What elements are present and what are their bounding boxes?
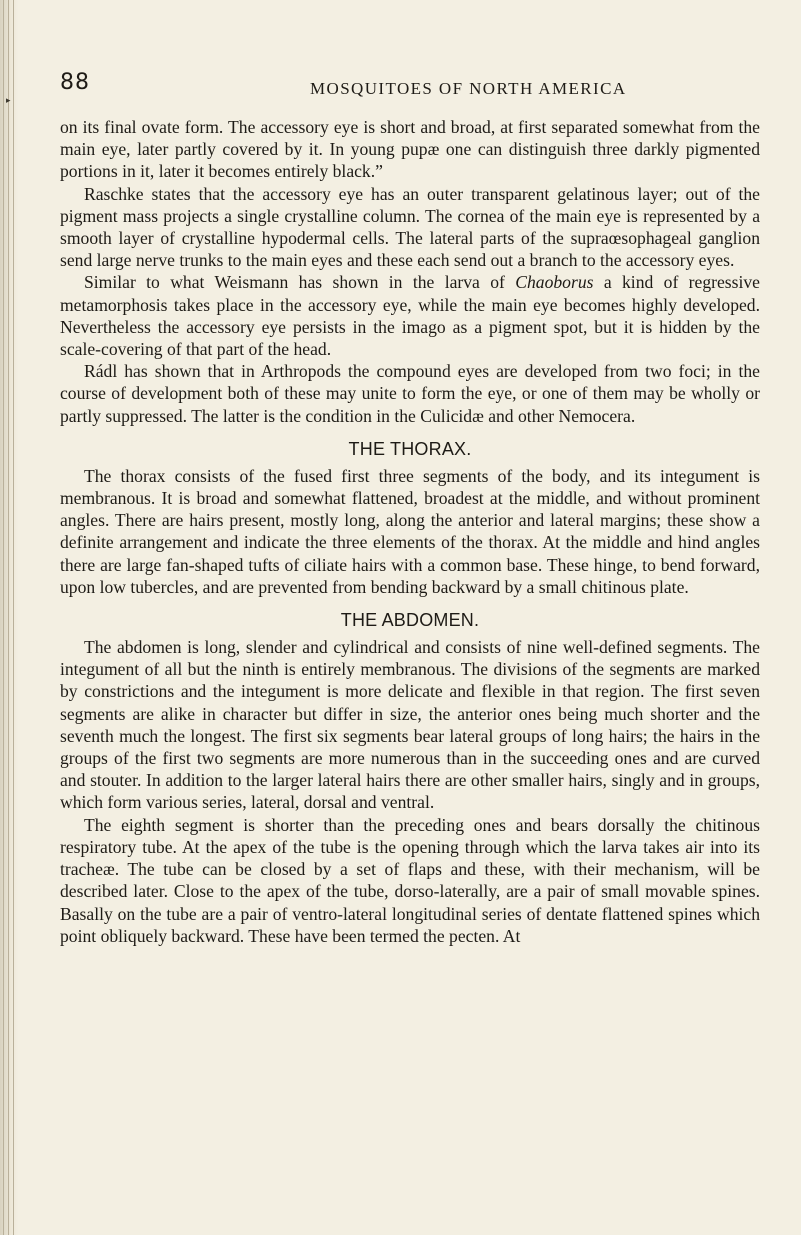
gutter-rule	[13, 0, 14, 1235]
section-heading-thorax: THE THORAX.	[348, 438, 472, 459]
running-title: MOSQUITOES OF NORTH AMERICA	[310, 79, 627, 98]
paragraph-weismann-end: a kind of regressive metamorphosis takes place in the accessory eye, while the main eye becomes highly developed. Nevertheless the accessory eye persists in the imago as a pigment spot, but it is hidden by the scale-covering of that part of the head.	[60, 272, 760, 360]
gutter-rule	[8, 0, 9, 1235]
paragraph-raschke: Raschke states that the accessory eye has an outer transparent gelatinous layer; out of the pigment mass projects a single crystalline column. The cornea of the main eye is represented by a smooth layer of crystalline hypodermal cells. The lateral parts of the supraœsophageal ganglion send large nerve trunks to the main eyes and these each send out a branch to the accessory eyes.	[60, 183, 760, 271]
paragraph-eye-form: on its final ovate form. The accessory eye is short and broad, at first separated somewhat from the main eye, later partly covered by it. In young pupæ one can distinguish three darkly pigmented portions in it, later it becomes entirely black.”	[60, 117, 760, 182]
gutter-rule	[3, 0, 4, 1235]
paragraph-weismann	[60, 271, 760, 360]
section-heading-abdomen: THE ABDOMEN.	[340, 610, 480, 631]
paragraph-weismann-start: Similar to what Weismann has shown in the larva of	[84, 272, 516, 293]
paragraph-radl: Rádl has shown that in Arthropods the compound eyes are developed from two foci; in the course of development both of these may unite to form the eye, or one of them may be wholly or partly suppressed. The latter is the condition in the Culicidæ and other Nemocera.	[60, 361, 760, 426]
paragraph-abdomen: The abdomen is long, slender and cylindrical and consists of nine well-defined segments. The integument of all but the ninth is entirely membranous. The divisions of the segments are marked by constrictions and the integument is more delicate and flexible in that region. The first seven segments are alike in character but differ in size, the anterior ones being much shorter and the seventh much the longest. The first six segments bear lateral groups of long hairs; the hairs in the groups of the first two segments are more numerous than in the succeeding ones and are curved and stouter. In addition to the larger lateral hairs there are other smaller hairs, singly and in groups, which form various series, lateral, dorsal and ventral.	[60, 637, 760, 813]
book-page	[60, 70, 760, 947]
page-number: 88	[60, 70, 90, 95]
running-head	[60, 70, 760, 104]
gutter-arrow-icon: ▸	[6, 96, 11, 106]
paragraph-eighth-segment: The eighth segment is shorter than the preceding ones and bears dorsally the chitinous respiratory tube. At the apex of the tube is the opening through which the larva takes air into its tracheæ. The tube can be closed by a set of flaps and these, with their mechanism, will be described later. Close to the apex of the tube, dorso-laterally, are a pair of small movable spines. Basally on the tube are a pair of ventro-lateral longitudinal series of dentate flattened spines which point obliquely backward. These have been termed the pecten. At	[60, 814, 760, 946]
paragraph-thorax: The thorax consists of the fused first three segments of the body, and its integument is membranous. It is broad and somewhat flattened, broadest at the middle, and without prominent angles. There are hairs present, mostly long, along the anterior and lateral margins; these show a definite arrangement and indicate the three elements of the thorax. At the middle and hind angles there are large fan-shaped tufts of ciliate hairs with a common base. These hinge, to bend forward, upon low tubercles, and are prevented from bending backward by a small chitinous plate.	[60, 465, 760, 597]
genus-name-chaoborus: Chaoborus	[515, 272, 594, 293]
